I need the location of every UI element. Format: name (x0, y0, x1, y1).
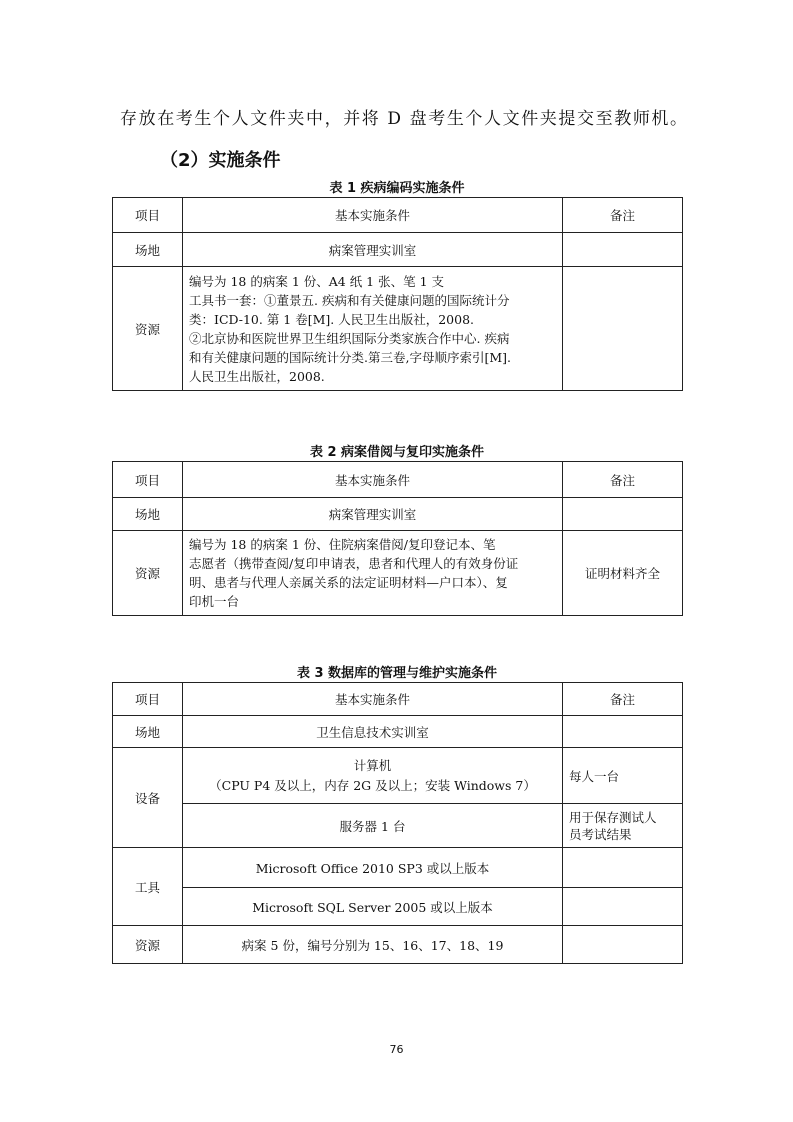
table1-resource-line: 和有关健康问题的国际统计分类.第三卷,字母顺序索引[M]. (189, 349, 511, 365)
table1-site-row (113, 233, 683, 267)
table3-server-note (563, 804, 683, 848)
table3-computer-note: 每人一台 (563, 748, 683, 804)
table3-tools-sql: Microsoft SQL Server 2005 或以上版本 (183, 888, 563, 926)
table3-header-item: 项目 (113, 683, 183, 716)
table3-computer-spec: （CPU P4 及以上，内存 2G 及以上；安装 Windows 7） (209, 777, 536, 793)
table1-resource-line: ②北京协和医院世界卫生组织国际分类家族合作中心. 疾病 (189, 330, 510, 346)
table2-caption: 表 2 病案借阅与复印实施条件 (309, 445, 485, 460)
table3-computer-cell (183, 748, 563, 804)
table3-server-cell: 服务器 1 台 (183, 804, 563, 848)
table2-site-note (563, 498, 683, 531)
intro-paragraph: 存放在考生个人文件夹中，并将 D 盘考生个人文件夹提交至教师机。 (120, 109, 689, 129)
table3-site-note (563, 716, 683, 748)
table2-site-value: 病案管理实训室 (183, 498, 563, 531)
table2-resource-text (183, 531, 563, 616)
section-heading: （2）实施条件 (160, 150, 281, 171)
table1-resource-line: 人民卫生出版社，2008. (189, 368, 325, 384)
page-number: 76 (389, 1043, 404, 1056)
table2-resource-line: 明、患者与代理人亲属关系的法定证明材料—户口本）、复 (189, 575, 508, 590)
table2-resource-note: 证明材料齐全 (563, 531, 683, 616)
table1-header-note: 备注 (563, 198, 683, 233)
table1-resource-text (183, 267, 563, 391)
table3-header-basic: 基本实施条件 (183, 683, 563, 716)
table3-site-value: 卫生信息技术实训室 (183, 716, 563, 748)
table1 (112, 197, 683, 391)
table2-header-row (113, 462, 683, 498)
table3-equipment-label: 设备 (113, 748, 183, 848)
table3-site-row (113, 716, 683, 748)
table3-resource-note (563, 926, 683, 964)
table3-server-note-line: 员考试结果 (569, 826, 632, 842)
table3-tools-row-sql (113, 888, 683, 926)
table1-resource-line: 工具书一套：①董景五. 疾病和有关健康问题的国际统计分 (189, 292, 510, 308)
table1-resource-line: 编号为 18 的病案 1 份、A4 纸 1 张、笔 1 支 (189, 273, 445, 289)
table2-resource-label: 资源 (113, 531, 183, 616)
table2 (112, 461, 683, 616)
table3-equipment-row-server (113, 804, 683, 848)
table3-tools-office: Microsoft Office 2010 SP3 或以上版本 (183, 848, 563, 888)
table3-computer-title: 计算机 (353, 757, 392, 773)
table2-resource-line: 印机一台 (189, 594, 240, 609)
table3-tools-office-note (563, 848, 683, 888)
table1-resource-note (563, 267, 683, 391)
table3-resource-value: 病案 5 份，编号分别为 15、16、17、18、19 (183, 926, 563, 964)
table3-tools-sql-note (563, 888, 683, 926)
table1-header-row (113, 198, 683, 233)
table3-tools-row-office (113, 848, 683, 888)
table1-resource-line: 类：ICD-10. 第 1 卷[M]. 人民卫生出版社，2008. (189, 311, 475, 327)
table3-header-note: 备注 (563, 683, 683, 716)
table3-resource-label: 资源 (113, 926, 183, 964)
table3-header-row (113, 683, 683, 716)
table3-caption: 表 3 数据库的管理与维护实施条件 (296, 666, 498, 681)
table2-resource-line: 志愿者（携带查阅/复印申请表，患者和代理人的有效身份证 (189, 556, 519, 571)
table1-site-value: 病案管理实训室 (183, 233, 563, 267)
table1-resource-label: 资源 (113, 267, 183, 391)
table2-resource-row (113, 531, 683, 616)
table1-site-note (563, 233, 683, 267)
table2-site-label: 场地 (113, 498, 183, 531)
table2-resource-line: 编号为 18 的病案 1 份、住院病案借阅/复印登记本、笔 (189, 537, 496, 552)
table1-site-label: 场地 (113, 233, 183, 267)
table3-tools-label: 工具 (113, 848, 183, 926)
table2-header-note: 备注 (563, 462, 683, 498)
table1-caption: 表 1 疾病编码实施条件 (329, 181, 465, 196)
table2-site-row (113, 498, 683, 531)
table3-site-label: 场地 (113, 716, 183, 748)
table3-server-note-line: 用于保存测试人 (569, 809, 657, 825)
table1-resource-row (113, 267, 683, 391)
table3 (112, 682, 683, 964)
table1-header-item: 项目 (113, 198, 183, 233)
table2-header-item: 项目 (113, 462, 183, 498)
table3-equipment-row-computer (113, 748, 683, 804)
table3-resource-row (113, 926, 683, 964)
table1-header-basic: 基本实施条件 (183, 198, 563, 233)
table2-header-basic: 基本实施条件 (183, 462, 563, 498)
